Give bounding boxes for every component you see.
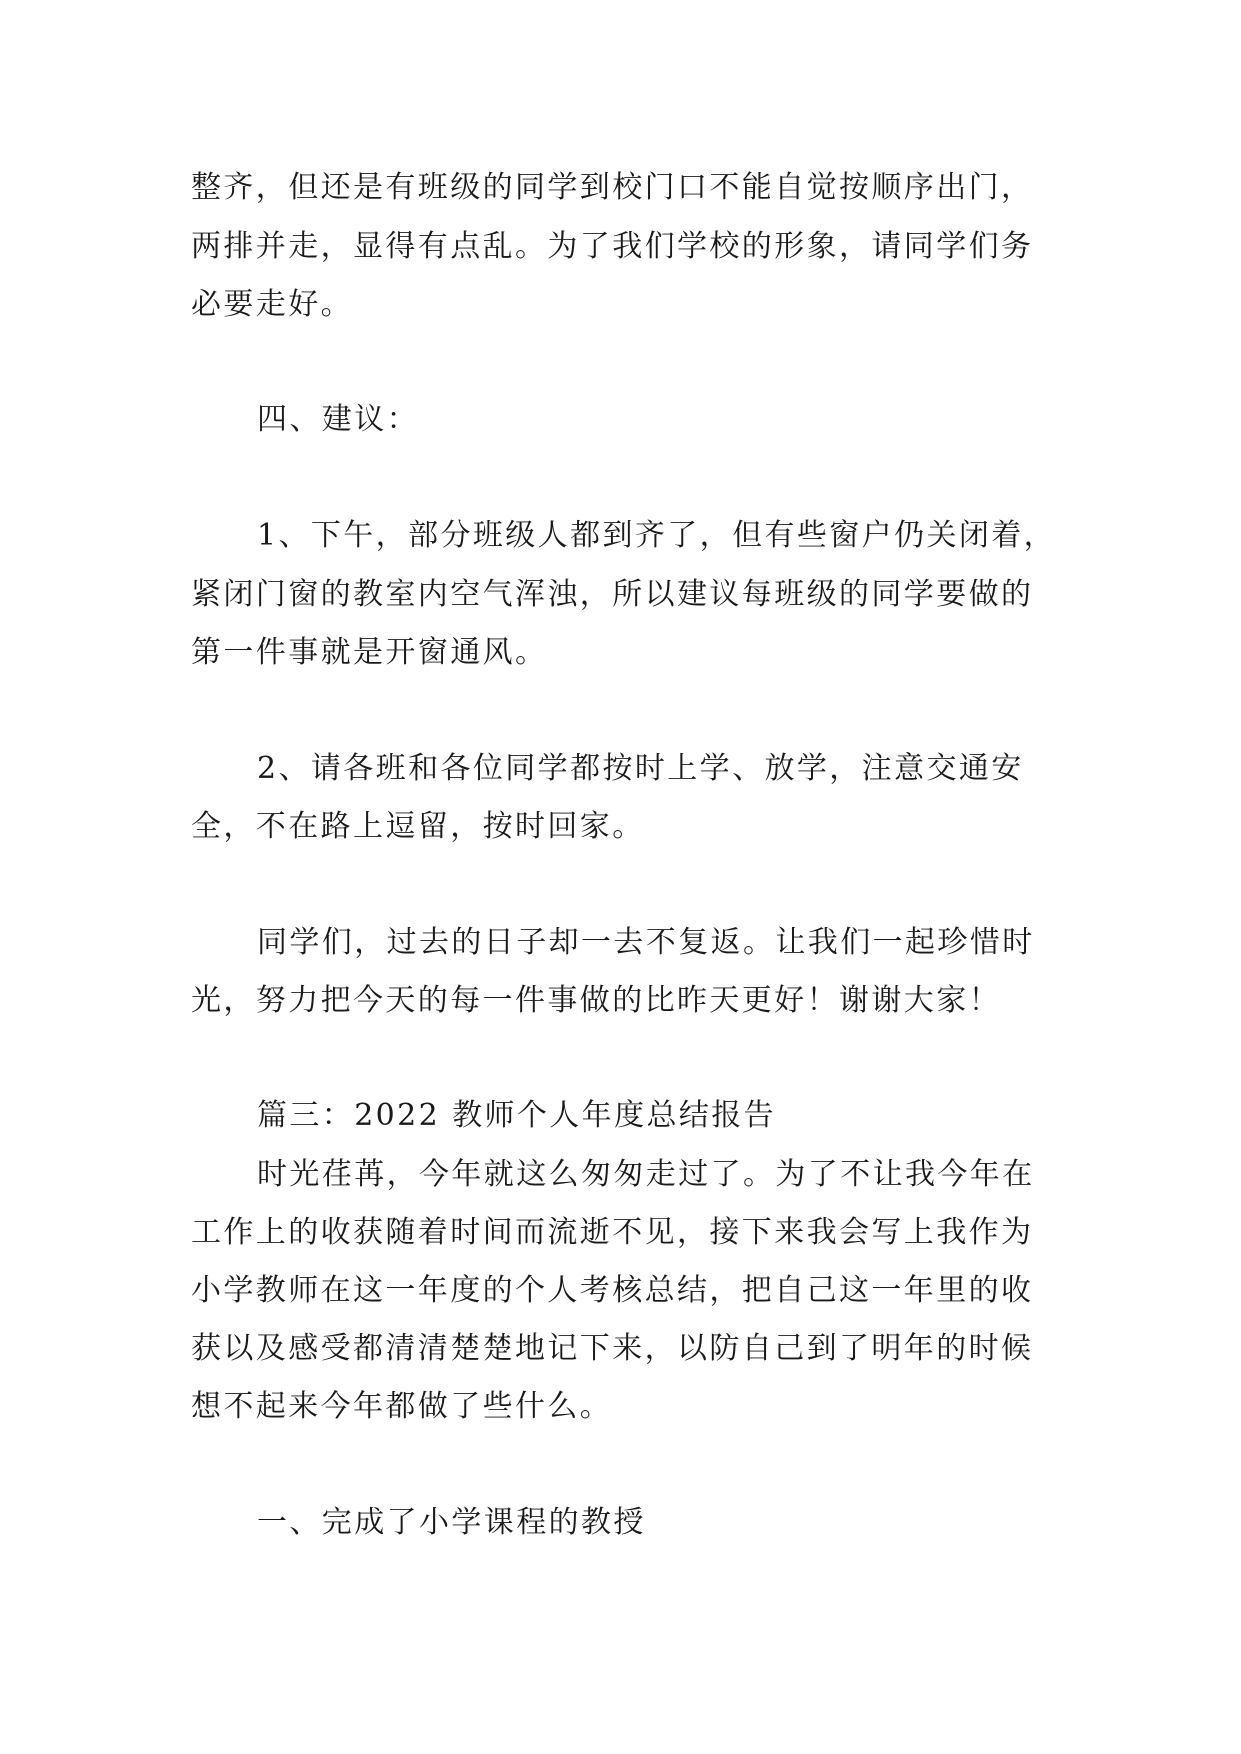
paragraph-line: 同学们，过去的日子却一去不复返。让我们一起珍惜时 bbox=[257, 925, 1035, 960]
paragraph-line: 全，不在路上逗留，按时回家。 bbox=[191, 809, 645, 844]
paragraph-line: 时光荏苒，今年就这么匆匆走过了。为了不让我今年在 bbox=[257, 1157, 1035, 1192]
article-title: 篇三：2022 教师个人年度总结报告 bbox=[257, 1098, 777, 1133]
paragraph-line: 光，努力把今天的每一件事做的比昨天更好！谢谢大家！ bbox=[191, 983, 1001, 1018]
paragraph-line: 工作上的收获随着时间而流逝不见，接下来我会写上我作为 bbox=[191, 1215, 1034, 1250]
paragraph-line: 两排并走，显得有点乱。为了我们学校的形象，请同学们务 bbox=[191, 229, 1034, 264]
paragraph-line: 想不起来今年都做了些什么。 bbox=[191, 1389, 613, 1424]
paragraph-line: 整齐，但还是有班级的同学到校门口不能自觉按顺序出门， bbox=[191, 170, 1034, 205]
paragraph-line: 2、请各班和各位同学都按时上学、放学，注意交通安 bbox=[257, 751, 1024, 786]
paragraph-line: 小学教师在这一年度的个人考核总结，把自己这一年里的收 bbox=[191, 1273, 1034, 1308]
paragraph-line: 紧闭门窗的教室内空气浑浊，所以建议每班级的同学要做的 bbox=[191, 577, 1034, 612]
paragraph-line: 必要走好。 bbox=[191, 287, 353, 322]
section-heading: 一、完成了小学课程的教授 bbox=[257, 1505, 646, 1540]
section-heading: 四、建议： bbox=[257, 402, 419, 437]
paragraph-line: 获以及感受都清清楚楚地记下来，以防自己到了明年的时候 bbox=[191, 1331, 1034, 1366]
paragraph-line: 1、下午，部分班级人都到齐了，但有些窗户仍关闭着， bbox=[257, 518, 1057, 553]
paragraph-line: 第一件事就是开窗通风。 bbox=[191, 635, 548, 670]
